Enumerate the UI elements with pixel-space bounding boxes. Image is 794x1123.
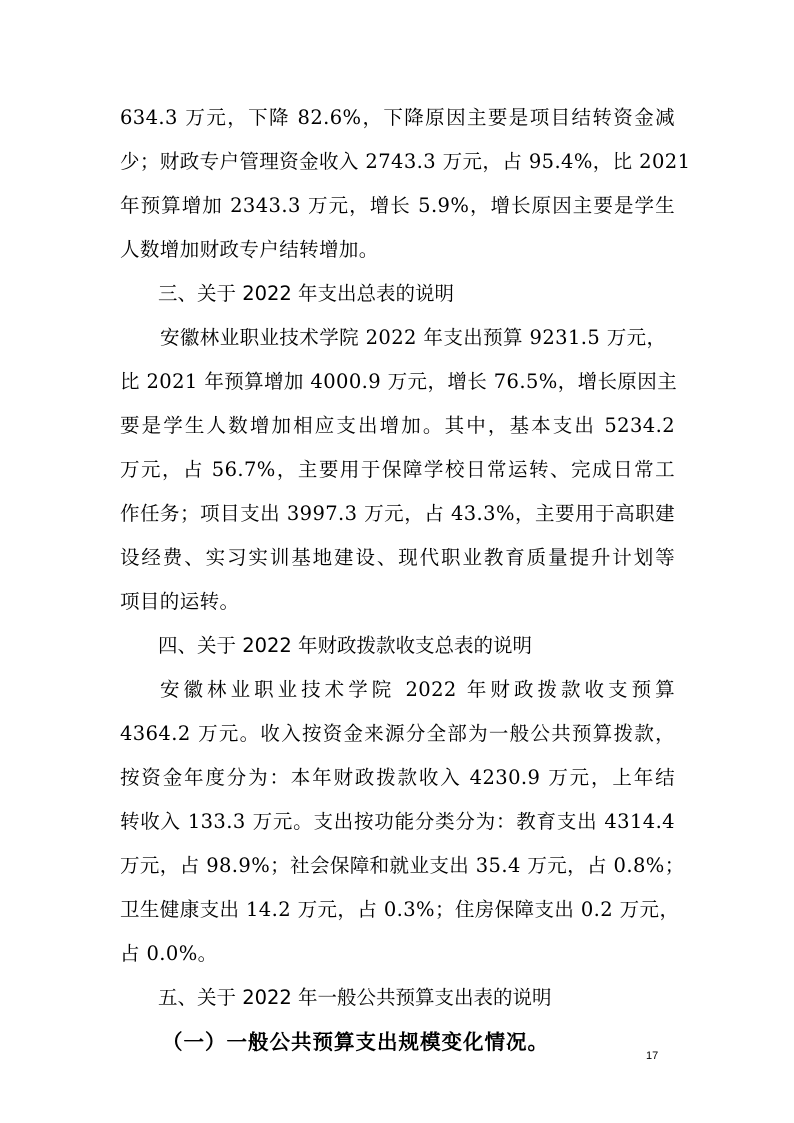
paragraph-line: 作任务；项目支出 3997.3 万元，占 43.3%，主要用于高职建 <box>120 502 675 525</box>
paragraph-line: 年预算增加 2343.3 万元，增长 5.9%，增长原因主要是学生 <box>120 194 675 217</box>
paragraph-line: 要是学生人数增加相应支出增加。其中，基本支出 5234.2 <box>120 414 675 437</box>
paragraph-line: 安徽林业职业技术学院 2022 年支出预算 9231.5 万元， <box>160 326 667 349</box>
paragraph-line: 安徽林业职业技术学院 2022 年财政拨款收支预算 <box>160 678 675 701</box>
paragraph-line: 比 2021 年预算增加 4000.9 万元，增长 76.5%，增长原因主 <box>120 370 678 393</box>
paragraph-line: 设经费、实习实训基地建设、现代职业教育质量提升计划等 <box>120 546 675 569</box>
subsection-heading: （一）一般公共预算支出规模变化情况。 <box>162 1030 549 1054</box>
paragraph-line: 万元，占 56.7%，主要用于保障学校日常运转、完成日常工 <box>120 458 675 481</box>
paragraph-line: 按资金年度分为：本年财政拨款收入 4230.9 万元，上年结 <box>120 766 675 789</box>
paragraph-line: 4364.2 万元。收入按资金来源分全部为一般公共预算拨款， <box>120 722 675 745</box>
paragraph-line: 转收入 133.3 万元。支出按功能分类分为：教育支出 4314.4 <box>120 810 675 833</box>
paragraph-line: 项目的运转。 <box>120 590 240 613</box>
paragraph-line: 万元，占 98.9%；社会保障和就业支出 35.4 万元，占 0.8%； <box>120 854 685 877</box>
page-number: 17 <box>646 1050 659 1062</box>
paragraph-line: 少；财政专户管理资金收入 2743.3 万元，占 95.4%，比 2021 <box>120 150 691 173</box>
paragraph-line: 占 0.0%。 <box>120 942 218 965</box>
paragraph-line: 634.3 万元，下降 82.6%，下降原因主要是项目结转资金减 <box>120 106 675 129</box>
section-heading: 五、关于 2022 年一般公共预算支出表的说明 <box>158 986 552 1009</box>
section-heading: 三、关于 2022 年支出总表的说明 <box>158 282 455 305</box>
paragraph-line: 人数增加财政专户结转增加。 <box>120 238 379 261</box>
section-heading: 四、关于 2022 年财政拨款收支总表的说明 <box>158 634 533 657</box>
paragraph-line: 卫生健康支出 14.2 万元，占 0.3%；住房保障支出 0.2 万元， <box>120 898 680 921</box>
